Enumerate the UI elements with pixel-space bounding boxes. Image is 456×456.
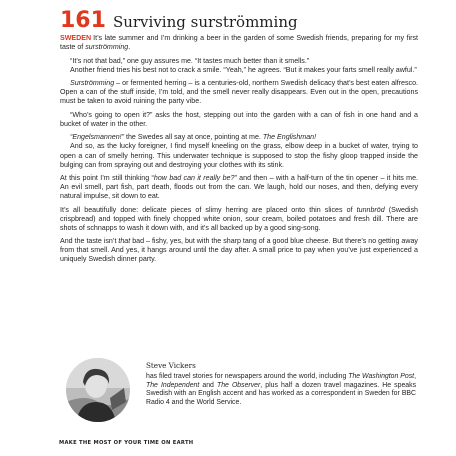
paragraph-1-text: It’s late summer and I’m drinking a beer in the garden of some Swedish friends, preparing for my first taste of (60, 34, 418, 52)
paragraph-8-em: how bad can it really be? (153, 174, 235, 183)
paragraph-8-text: ” and then – with a half-turn of the tin opener – it hits me. An evil smell, part fish, part death, floods out from the can. We laugh, hold our noses, and then, defying every natural impulse, sit down to eat. (60, 174, 418, 201)
author-bio-em-1: The Washington Post (348, 372, 415, 380)
author-bio-text-3: and (199, 381, 217, 389)
paragraph-10-em: that (118, 237, 131, 246)
author-bio-text-2: , (414, 372, 416, 380)
author-bio-text-1: has filed travel stories for newspapers around the world, including (146, 372, 349, 380)
paragraph-9-start: It’s all beautifully done: delicate pieces of slimy herring are placed onto thin slices of (60, 205, 357, 214)
paragraph-3: Another friend tries his best not to crack a smile. “Yeah,” he agrees. “But it makes your farts smell really awful.” (70, 65, 417, 74)
chapter-title: Surviving surströmming (112, 13, 298, 31)
paragraph-6-em-2: The Englishman! (262, 133, 317, 142)
location-lead: SWEDEN (60, 34, 92, 42)
chapter-number: 161 (60, 8, 106, 33)
paragraph-1-end: . (128, 43, 131, 52)
paragraph-4 (60, 79, 418, 106)
paragraph-8-start: At this point I’m still thinking “ (60, 174, 154, 183)
paragraph-6-em-1: “Engelsmannen!” (70, 133, 125, 142)
paragraph-1 (60, 34, 418, 52)
paragraph-10-text: bad – fishy, yes, but with the sharp tang of a good blue cheese. But there’s no getting away from that smell. And yes, it hangs around until the day after. A small price to pay when you’ve just experienced a uniquely Swedish dinner party. (60, 237, 418, 264)
paragraph-4-text: – or fermented herring – is a centuries-old, northern Swedish delicacy that’s best eaten alfresco. Open a can of the stuff inside, I’m told, and the smell never really disappears. Even out in the open, precautions must be taken to avoid ruining the party vibe. (60, 79, 418, 106)
paragraph-5: “Who’s going to open it?” asks the host, stepping out into the garden with a can of fish in one hand and a bucket of water in the other. (60, 110, 418, 128)
paragraph-6-text: the Swedes all say at once, pointing at me. (124, 133, 263, 142)
paragraph-7: And so, as the lucky foreigner, I find myself kneeling on the grass, elbow deep in a bucket of water, trying to open a can of smelly herring. This underwater technique is supposed to stop the fishy gloop trapped inside the bulging can from spraying out and destroying your clothes with its stink. (60, 142, 418, 169)
paragraph-8 (60, 174, 418, 201)
author-photo (66, 358, 130, 422)
author-bio (146, 373, 416, 408)
author-bio-em-3: The Observer (216, 381, 261, 389)
paragraph-1-em: surströmming (85, 43, 129, 52)
paragraph-10-start: And the taste isn’t (60, 237, 119, 246)
article-body (60, 34, 418, 269)
page-footer: MAKE THE MOST OF YOUR TIME ON EARTH (59, 440, 194, 446)
paragraph-9-em: tunnbröd (356, 205, 385, 214)
author-info (146, 362, 416, 408)
paragraph-4-em: Surströmming (70, 79, 115, 88)
paragraph-6 (60, 133, 418, 142)
paragraph-9-text: (Swedish crispbread) and topped with finely chopped white onion, sour cream, boiled potatoes and fresh dill. There are shots of schnapps to wash it down with, and it’s all backed up by a good sing-song. (60, 205, 418, 232)
author-name: Steve Vickers (146, 361, 196, 370)
author-bio-em-2: The Independent (146, 381, 200, 389)
paragraph-10 (60, 237, 418, 264)
author-bio-text-4: , plus half a dozen travel magazines. He speaks Swedish with an English accent and has worked as a correspondent in Sweden for BBC Radio 4 and the World Service. (146, 381, 417, 407)
page-header (60, 8, 298, 33)
paragraph-2: “It’s not that bad,” one guy assures me. “It tastes much better than it smells.” (70, 56, 310, 65)
author-portrait-image (66, 358, 130, 422)
paragraph-9 (60, 206, 418, 233)
